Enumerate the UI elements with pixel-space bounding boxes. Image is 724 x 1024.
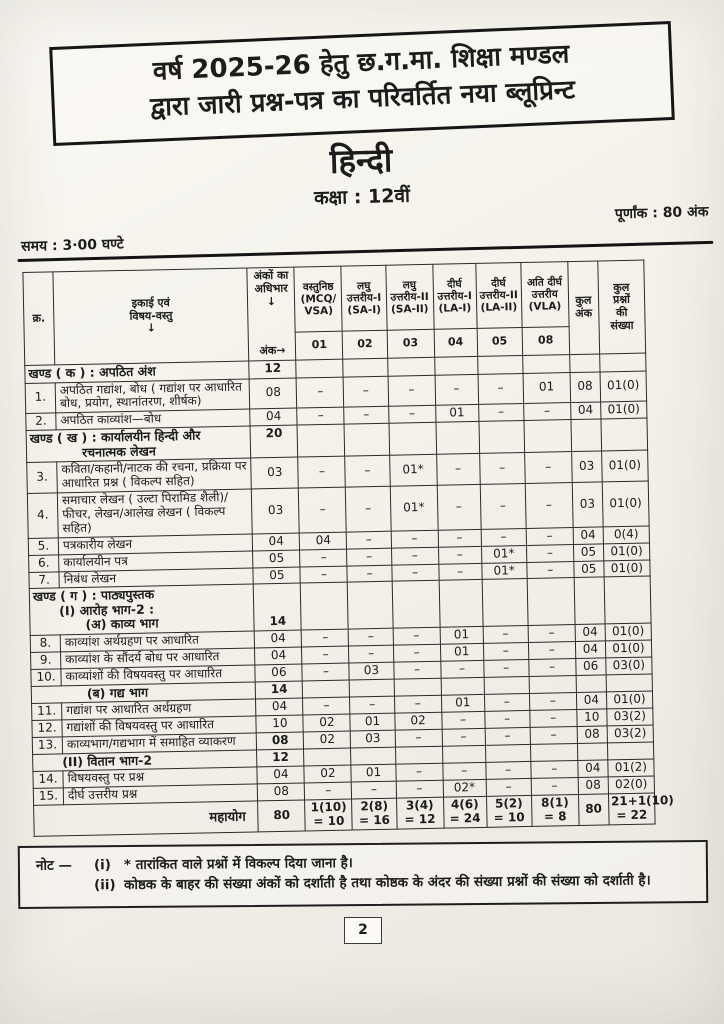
type-cell: – xyxy=(393,627,440,645)
type-cell: – xyxy=(302,663,349,681)
type-cell: – xyxy=(529,693,576,711)
weight-cell: 14 xyxy=(254,583,302,630)
type-cell: – xyxy=(352,781,396,799)
col-header-type-sa2: लघु उत्तरीय-II (SA-II) xyxy=(385,264,433,330)
unit-label-cell: कविता/कहानी/नाटक की रचना, प्रक्रिया पर आधारित प्रश्न ( विकल्प सहित) xyxy=(57,458,252,493)
total-questions-cell: 03(2) xyxy=(607,725,653,743)
type-cell: – xyxy=(349,628,393,646)
weight-cell: 80 xyxy=(258,800,306,832)
type-cell: – xyxy=(393,644,440,662)
total-questions-cell: 01(0) xyxy=(604,559,650,577)
section-label xyxy=(29,584,254,635)
weight-cell: 04 xyxy=(257,766,304,784)
type-cell: – xyxy=(484,710,529,728)
type-cell: 01* xyxy=(390,485,438,531)
total-questions-cell xyxy=(601,418,648,451)
type-cell: – xyxy=(388,405,435,423)
unit-label-cell: पत्रकारीय लेखन xyxy=(58,534,253,555)
col-header-unit: इकाई एवं विषय-वस्तु ↓ xyxy=(53,268,249,365)
weight-cell: 05 xyxy=(253,550,300,568)
serial-cell: 4. xyxy=(27,493,58,538)
total-marks-cell: 06 xyxy=(576,658,606,676)
type-cell: – xyxy=(436,454,480,486)
total-marks-cell xyxy=(571,419,602,452)
total-marks-cell: 04 xyxy=(576,692,606,710)
table-body xyxy=(25,353,674,836)
type-cell xyxy=(479,421,525,454)
type-cell: – xyxy=(525,482,573,528)
type-cell: – xyxy=(478,373,524,405)
weight-cell: 14 xyxy=(256,681,303,699)
type-cell xyxy=(395,746,442,764)
type-cell: 01* xyxy=(481,545,526,563)
total-marks-cell: 04 xyxy=(573,527,603,545)
type-cell xyxy=(522,354,569,372)
total-questions-cell xyxy=(600,353,646,371)
type-cell xyxy=(392,581,440,628)
weight-cell: 03 xyxy=(251,457,299,489)
type-cell: – xyxy=(302,629,349,647)
type-cell: – xyxy=(305,782,352,800)
type-cell: – xyxy=(347,548,391,566)
col-header-weight xyxy=(247,267,296,361)
type-cell xyxy=(304,748,351,766)
serial-cell: 13. xyxy=(32,737,62,755)
total-questions-cell: 03(0) xyxy=(606,657,652,675)
type-cell: – xyxy=(344,376,389,408)
type-cell: – xyxy=(531,761,578,779)
type-cell: – xyxy=(531,778,578,796)
type-cell: – xyxy=(347,565,391,583)
serial-cell: 6. xyxy=(29,554,59,572)
type-cell: 02 xyxy=(304,765,351,783)
type-cell xyxy=(296,359,343,377)
weight-cell: 08 xyxy=(258,783,305,801)
type-marks-mcq: 01 xyxy=(296,331,344,360)
type-cell: 3(4) = 12 xyxy=(396,797,444,829)
type-cell: – xyxy=(483,625,528,643)
type-cell xyxy=(484,676,529,694)
type-cell: – xyxy=(297,407,344,425)
serial-cell: 5. xyxy=(28,537,58,555)
total-marks-cell: 08 xyxy=(577,726,607,744)
weight-cell: 12 xyxy=(249,360,296,378)
serial-cell: 12. xyxy=(32,720,62,738)
type-cell: – xyxy=(481,528,526,546)
type-cell: – xyxy=(435,374,479,406)
type-cell: 8(1) = 8 xyxy=(531,795,579,827)
total-questions-cell: 01(0) xyxy=(600,401,646,419)
type-marks-sa1: 02 xyxy=(343,330,388,359)
total-questions-cell: 21+1(10) = 22 xyxy=(608,793,655,825)
total-marks-cell: 04 xyxy=(575,624,605,642)
full-marks-label: पूर्णांक : 80 अंक xyxy=(614,203,709,222)
total-questions-cell: 01(0) xyxy=(602,481,649,527)
type-cell: – xyxy=(391,547,438,565)
type-cell xyxy=(389,422,437,455)
type-cell: – xyxy=(345,455,390,487)
type-cell: – xyxy=(484,694,529,712)
section-label-line: खण्ड ( ख ) : कार्यालयीन हिन्दी और xyxy=(29,427,201,447)
serial-cell: 7. xyxy=(29,571,59,589)
type-cell: – xyxy=(349,645,393,663)
section-label-line: (ब) गद्य भाग xyxy=(86,684,149,701)
col-header-serial: क्र. xyxy=(23,272,55,366)
serial-cell: 14. xyxy=(33,771,63,789)
blueprint-table-wrap xyxy=(22,258,724,837)
total-questions-cell xyxy=(604,576,651,623)
type-cell: 02 xyxy=(304,731,351,749)
weight-cell: 04 xyxy=(250,408,297,426)
total-questions-cell: 02(0) xyxy=(608,776,654,794)
type-cell: – xyxy=(388,375,436,407)
weight-cell: 12 xyxy=(257,749,304,767)
unit-label-cell: काव्यांश के सौंदर्य बोध पर आधारित xyxy=(61,648,256,669)
serial-cell: 2. xyxy=(26,413,56,431)
unit-label-cell: दीर्घ उत्तरीय प्रश्न xyxy=(63,784,258,805)
type-cell xyxy=(348,582,393,629)
time-allowed-label: समय : 3·00 घण्टे xyxy=(20,235,124,255)
weight-cell: 04 xyxy=(253,533,300,551)
total-marks-cell xyxy=(577,743,607,761)
type-cell: – xyxy=(298,456,346,488)
type-cell: 01 xyxy=(523,372,571,404)
type-cell: 01 xyxy=(351,764,395,782)
type-cell: – xyxy=(299,487,347,533)
title-line-1: वर्ष 2025-26 हेतु छ.ग.मा. शिक्षा मण्डल xyxy=(152,39,570,87)
total-questions-cell: 01(0) xyxy=(606,691,652,709)
total-questions-cell: 01(0) xyxy=(600,370,647,402)
unit-label-cell: काव्यभाग/गद्यभाग में समाहित व्याकरण xyxy=(62,733,257,754)
type-cell xyxy=(482,579,528,626)
weight-cell: 20 xyxy=(250,425,298,458)
type-cell: 01 xyxy=(435,405,478,423)
type-cell: – xyxy=(438,563,481,581)
type-cell: – xyxy=(479,453,525,485)
unit-label-cell: कार्यालयीन पत्र xyxy=(59,551,254,572)
title-box xyxy=(49,21,675,146)
type-cell: – xyxy=(347,531,391,549)
weight-cell: 05 xyxy=(253,566,300,584)
type-cell: – xyxy=(527,561,574,579)
total-questions-cell: 01(2) xyxy=(608,759,654,777)
total-marks-cell: 05 xyxy=(573,543,603,561)
serial-cell: 9. xyxy=(31,652,61,670)
type-cell: – xyxy=(440,660,483,678)
type-cell: – xyxy=(526,527,573,545)
serial-cell: 8. xyxy=(30,635,60,653)
weight-cell: 08 xyxy=(257,732,304,750)
total-marks-cell xyxy=(574,577,605,624)
section-label-line: खण्ड ( ग ) : पाठ्यपुस्तक xyxy=(32,586,155,605)
type-cell: 01 xyxy=(440,626,483,644)
type-cell: 4(6) = 24 xyxy=(443,796,487,828)
serial-cell: 1. xyxy=(25,382,56,413)
type-cell xyxy=(477,355,522,373)
type-marks-la2: 05 xyxy=(477,328,523,357)
type-cell: – xyxy=(526,544,573,562)
type-cell xyxy=(530,743,577,761)
type-cell: – xyxy=(438,529,481,547)
type-cell xyxy=(439,580,483,627)
type-marks-vla: 08 xyxy=(522,327,570,356)
type-cell: – xyxy=(394,695,441,713)
total-marks-cell: 03 xyxy=(571,451,602,482)
blueprint-table xyxy=(22,259,674,836)
type-cell: – xyxy=(441,711,484,729)
weight-cell: 08 xyxy=(249,377,297,409)
class-line: कक्षा : 12वीं xyxy=(313,184,411,209)
page-number: 2 xyxy=(344,917,382,944)
col-header-type-la1: दीर्घ उत्तरीय-I (LA-I) xyxy=(432,263,476,329)
note-label: नोट — xyxy=(35,857,72,874)
type-cell: – xyxy=(486,762,531,780)
type-cell: – xyxy=(391,564,438,582)
type-cell: – xyxy=(437,484,481,530)
col-header-type-la2: दीर्घ उत्तरीय-II (LA-II) xyxy=(475,262,521,328)
type-cell: – xyxy=(395,763,442,781)
weight-cell: 10 xyxy=(256,715,303,733)
type-cell: – xyxy=(396,780,443,798)
type-cell: 01 xyxy=(350,713,394,731)
type-cell: – xyxy=(483,642,528,660)
type-cell xyxy=(303,680,350,698)
total-marks-cell: 08 xyxy=(570,371,601,402)
weight-cell: 04 xyxy=(256,698,303,716)
type-cell: – xyxy=(483,659,528,677)
type-cell: – xyxy=(529,658,576,676)
total-questions-cell: 01(0) xyxy=(605,640,651,658)
type-cell: 01 xyxy=(440,643,483,661)
total-questions-cell: 01(0) xyxy=(603,543,649,561)
total-questions-cell: 01(0) xyxy=(605,623,651,641)
type-cell: – xyxy=(438,546,481,564)
type-cell: 02 xyxy=(394,712,441,730)
type-cell: 01* xyxy=(389,454,437,486)
total-marks-cell: 04 xyxy=(578,760,608,778)
total-questions-cell: 0(4) xyxy=(603,526,649,544)
type-cell xyxy=(436,422,480,455)
unit-label-cell: अपठित गद्यांश, बोध ( गद्यांश पर आधारित बोध, प्रयोग, स्थानांतरण, शीर्षक) xyxy=(55,378,250,413)
total-marks-cell: 04 xyxy=(575,641,605,659)
col-header-type-sa1: लघु उत्तरीय-I (SA-I) xyxy=(341,265,386,331)
type-cell: – xyxy=(303,697,350,715)
weight-cell: 04 xyxy=(255,630,302,648)
type-cell: – xyxy=(442,728,485,746)
type-cell: – xyxy=(486,779,531,797)
section-label-line: (I) आरोह भाग-2 : xyxy=(59,601,155,619)
section-label-line: खण्ड ( क ) : अपठित अंश xyxy=(28,363,156,381)
type-cell xyxy=(434,356,477,374)
header-row-1 xyxy=(23,260,645,338)
section-label xyxy=(26,426,251,462)
type-cell: 03 xyxy=(349,662,393,680)
weight-cell: 06 xyxy=(255,664,302,682)
type-cell: – xyxy=(524,452,572,484)
type-cell xyxy=(394,678,441,696)
type-cell: – xyxy=(523,403,570,421)
total-marks-cell: 05 xyxy=(574,560,604,578)
type-cell: – xyxy=(344,406,388,424)
type-cell: – xyxy=(300,549,347,567)
total-marks-cell: 10 xyxy=(577,709,607,727)
total-questions-cell: 03(2) xyxy=(607,708,653,726)
type-cell xyxy=(485,744,530,762)
type-cell: – xyxy=(530,726,577,744)
type-cell xyxy=(442,745,485,763)
type-cell xyxy=(527,578,575,625)
col-header-total-marks: कुल अंक xyxy=(568,261,600,355)
type-cell: 2(8) = 16 xyxy=(352,798,397,830)
type-cell: – xyxy=(528,641,575,659)
col-header-type-mcq: वस्तुनिष्ठ (MCQ/ VSA) xyxy=(294,266,342,332)
serial-cell: 3. xyxy=(27,462,58,493)
total-marks-cell: 04 xyxy=(570,402,600,420)
type-cell xyxy=(387,357,434,375)
unit-label-cell: समाचार लेखन ( उल्टा पिरामिड शैली)/ फीचर, लेखन/आलेख लेखन ( विकल्प सहित) xyxy=(57,489,252,538)
unit-label-cell: काव्यांश अर्थग्रहण पर आधारित xyxy=(60,631,255,652)
serial-cell: 10. xyxy=(31,669,61,687)
type-marks-la1: 04 xyxy=(434,328,478,357)
type-cell xyxy=(441,677,484,695)
total-marks-cell xyxy=(576,674,606,692)
type-cell: – xyxy=(528,624,575,642)
type-cell: – xyxy=(485,727,530,745)
serial-cell: 15. xyxy=(33,788,63,806)
col-header-weight-label: अंकों का अधिभार ↓ xyxy=(253,268,289,308)
subheader-block xyxy=(0,131,724,262)
type-cell: 01* xyxy=(482,562,527,580)
unit-label-cell: अपठित काव्यांश—बोध xyxy=(56,409,251,430)
total-questions-cell xyxy=(606,674,652,692)
type-cell xyxy=(297,424,345,457)
weight-cell: 04 xyxy=(255,647,302,665)
col-header-type-vla: अति दीर्घ उत्तरीय (VLA) xyxy=(521,261,569,327)
title-line-2: द्वारा जारी प्रश्न-पत्र का परिवर्तित नया ब्लूप्रिन्ट xyxy=(149,75,576,124)
unit-label-cell: काव्यांशों की विषयवस्तु पर आधारित xyxy=(61,665,256,686)
type-cell: 1(10) = 10 xyxy=(305,799,353,831)
section-label-line: (अ) काव्य भाग xyxy=(85,615,159,633)
type-cell: – xyxy=(350,696,394,714)
serial-cell: 11. xyxy=(32,703,62,721)
type-cell: 01 xyxy=(441,694,484,712)
type-cell: – xyxy=(530,709,577,727)
section-label-line: (II) वितान भाग-2 xyxy=(62,752,153,770)
type-cell xyxy=(350,679,394,697)
type-cell: 03 xyxy=(351,730,395,748)
type-cell: – xyxy=(302,646,349,664)
total-questions-cell: 01(0) xyxy=(601,450,648,482)
type-cell: 5(2) = 10 xyxy=(486,796,532,828)
subject-title: हिन्दी xyxy=(329,139,393,181)
type-cell: – xyxy=(480,483,526,529)
total-marks-cell: 80 xyxy=(578,794,609,825)
type-cell xyxy=(343,358,387,376)
unit-label-cell: विषयवस्तु पर प्रश्न xyxy=(63,767,258,788)
type-cell: 02* xyxy=(443,780,486,798)
type-cell xyxy=(301,582,349,629)
unit-label-cell: गद्यांश पर आधारित अर्थग्रहण xyxy=(62,699,257,720)
note-text-ii: कोष्ठक के बाहर की संख्या अंकों को दर्शाती है तथा कोष्ठक के अंदर की संख्या प्रश्नों की संख्या को दर्शाती है। xyxy=(124,872,651,894)
type-cell: – xyxy=(346,486,391,532)
grand-total-label: महायोग xyxy=(34,801,259,836)
section-label-line: रचनात्मक लेखन xyxy=(81,442,156,460)
note-text-i: * तारांकित वाले प्रश्नों में विकल्प दिया जाना है। xyxy=(123,854,353,873)
type-cell xyxy=(351,747,395,765)
type-cell: 02 xyxy=(303,714,350,732)
weight-cell: 03 xyxy=(252,488,300,534)
col-header-total-questions: कुल प्रश्नों की संख्या xyxy=(598,260,646,354)
type-cell: – xyxy=(300,566,347,584)
type-cell: – xyxy=(391,530,438,548)
type-marks-sa2: 03 xyxy=(387,329,435,358)
type-cell: – xyxy=(395,729,442,747)
marks-arrow-label: अंक→ xyxy=(259,343,286,358)
note-marker-ii: (ii) xyxy=(94,877,116,894)
note-box xyxy=(18,840,709,909)
unit-label-cell: निबंध लेखन xyxy=(59,567,254,588)
type-cell xyxy=(524,420,572,453)
type-cell: – xyxy=(442,763,485,781)
type-cell: 04 xyxy=(300,532,347,550)
total-marks-cell xyxy=(569,354,599,372)
type-cell: – xyxy=(296,376,344,408)
unit-label-cell: गद्यांशों की विषयवस्तु पर आधारित xyxy=(62,716,257,737)
type-cell: – xyxy=(393,661,440,679)
total-marks-cell: 03 xyxy=(572,482,603,527)
total-questions-cell xyxy=(607,742,653,760)
note-marker-i: (i) xyxy=(93,857,111,874)
type-cell xyxy=(345,423,390,456)
total-marks-cell: 08 xyxy=(578,777,608,795)
type-cell: – xyxy=(478,404,523,422)
type-cell xyxy=(529,675,576,693)
